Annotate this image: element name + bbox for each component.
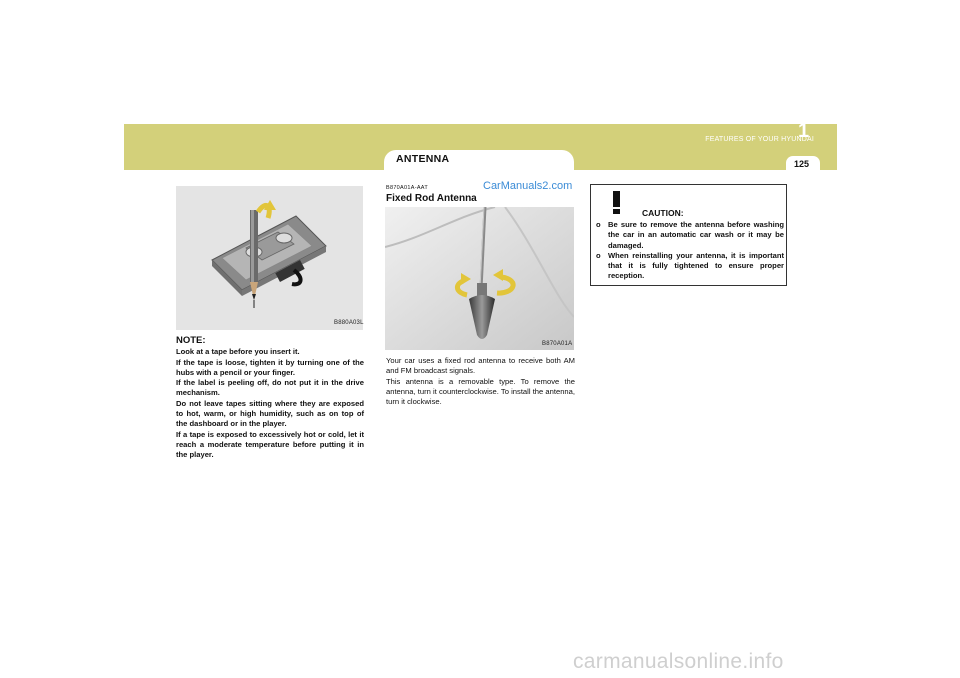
figure-code: B870A01A: [542, 341, 573, 347]
caution-title: CAUTION:: [642, 208, 684, 218]
body-paragraph: This antenna is a removable type. To remove the antenna, turn it counterclockwise. To install the antenna, turn it clockwise.: [386, 376, 575, 407]
note-line: Look at a tape before you insert it.: [176, 347, 300, 357]
subheading: Fixed Rod Antenna: [386, 193, 477, 204]
note-line: If the tape is loose, tighten it by turning one of the hubs with a pencil or your finger.: [176, 357, 364, 377]
caution-text: Be sure to remove the antenna before washing the car in an automatic car wash or it may be damaged.: [608, 220, 784, 250]
figure-code: B880A03L: [334, 320, 364, 326]
body-paragraph: Your car uses a fixed rod antenna to receive both AM and FM broadcast signals.: [386, 356, 575, 376]
watermark-link[interactable]: CarManuals2.com: [483, 180, 573, 192]
cassette-illustration: [176, 186, 363, 330]
antenna-illustration: [385, 207, 574, 350]
chapter-number: 1: [798, 120, 810, 142]
exclamation-icon: [600, 187, 634, 217]
footer-logo[interactable]: carmanualsonline.info: [573, 650, 784, 673]
caution-bullet: o: [596, 250, 601, 260]
note-line: Do not leave tapes sitting where they are exposed to hot, warm, or high humidity, such as on top of the dashboard or in the player.: [176, 398, 364, 429]
caution-text: When reinstalling your antenna, it is important that it is fully tightened to ensure proper reception.: [608, 250, 784, 281]
chapter-label: FEATURES OF YOUR HYUNDAI: [705, 136, 814, 143]
caution-item: [596, 251, 784, 282]
caution-item: [596, 220, 784, 251]
antenna-description: [386, 356, 575, 407]
caution-bullet: o: [596, 220, 601, 229]
caution-list: [596, 220, 784, 282]
note-line: If the label is peeling off, do not put it in the drive mechanism.: [176, 378, 364, 398]
note-block: [176, 336, 364, 461]
note-line: If a tape is exposed to excessively hot or cold, let it reach a moderate temperature before putting it in the player.: [176, 429, 364, 460]
page-number: 125: [794, 159, 810, 169]
section-title: ANTENNA: [396, 153, 450, 165]
cassette-pencil-icon: [176, 186, 363, 330]
antenna-icon: [385, 207, 574, 350]
section-code: B870A01A-AAT: [386, 185, 429, 191]
note-title: NOTE:: [176, 335, 206, 346]
